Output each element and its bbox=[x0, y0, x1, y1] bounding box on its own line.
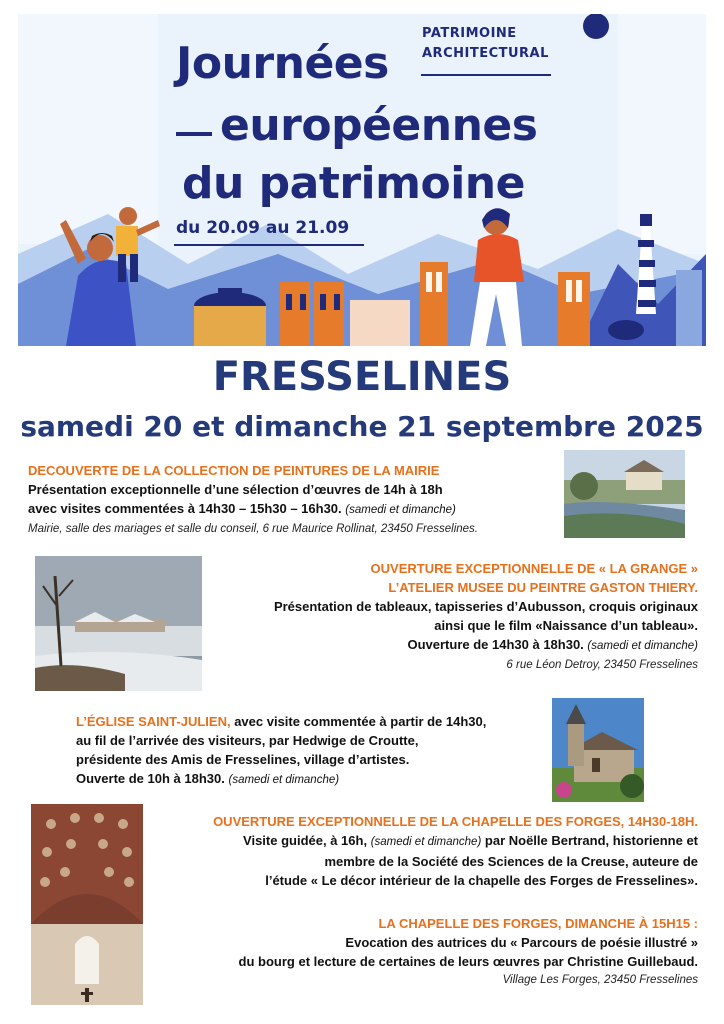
eglise-saint-julien-photo bbox=[552, 698, 644, 802]
grange-snow-painting-photo bbox=[35, 556, 202, 691]
section-eglise-heading: L’ÉGLISE SAINT-JULIEN, bbox=[76, 714, 231, 729]
dates-rule bbox=[174, 244, 364, 246]
section-mairie-heading: DECOUVERTE DE LA COLLECTION DE PEINTURES DE LA MAIRIE bbox=[28, 463, 440, 478]
section-dimanche bbox=[156, 914, 698, 990]
section-grange-line-3-text: Ouverture de 14h30 à 18h30. bbox=[407, 637, 584, 652]
banner-title-line-3: du patrimoine bbox=[182, 158, 525, 209]
section-grange-address: 6 rue Léon Detroy, 23450 Fresselines bbox=[506, 659, 698, 671]
section-eglise-line-4-text: Ouverte de 10h à 18h30. bbox=[76, 771, 225, 786]
section-chapelle-line-3: l’étude « Le décor intérieur de la chapelle des Forges de Fresselines». bbox=[265, 873, 698, 888]
section-eglise-line-3: présidente des Amis de Fresselines, village d’artistes. bbox=[76, 752, 410, 767]
section-grange bbox=[198, 559, 698, 675]
town-name: FRESSELINES bbox=[212, 354, 512, 400]
section-chapelle-heading: OUVERTURE EXCEPTIONNELLE DE LA CHAPELLE DES FORGES, 14H30-18H. bbox=[213, 814, 698, 829]
section-grange-line-1: Présentation de tableaux, tapisseries d’Aubusson, croquis originaux bbox=[273, 599, 698, 614]
section-mairie-days-note: (samedi et dimanche) bbox=[345, 504, 456, 516]
section-dimanche-heading: LA CHAPELLE DES FORGES, DIMANCHE À 15H15 : bbox=[378, 916, 698, 931]
section-eglise-line-1-text: avec visite commentée à partir de 14h30, bbox=[230, 714, 487, 729]
section-mairie-line-1: Présentation exceptionnelle d’une sélection d’œuvres de 14h à 18h bbox=[28, 482, 443, 497]
section-grange-days-note: (samedi et dimanche) bbox=[587, 640, 698, 652]
section-mairie bbox=[28, 461, 558, 539]
title-dash bbox=[176, 132, 212, 136]
section-chapelle-line-1-text-a: Visite guidée, à 16h, bbox=[243, 833, 368, 848]
event-dates-heading: samedi 20 et dimanche 21 septembre 2025 bbox=[20, 410, 704, 443]
section-chapelle-days-note: (samedi et dimanche) bbox=[370, 836, 482, 848]
section-grange-line-2: ainsi que le film «Naissance d’un tableau». bbox=[434, 618, 698, 633]
banner-category-line-2: ARCHITECTURAL bbox=[422, 46, 549, 61]
chapelle-des-forges-interior-photo bbox=[31, 804, 143, 1005]
banner-category-line-1: PATRIMOINE bbox=[422, 26, 517, 41]
mairie-painting-photo bbox=[564, 450, 685, 538]
section-chapelle-line-1-text-b: par Noëlle Bertrand, historienne et bbox=[481, 833, 698, 848]
section-chapelle-line-2: membre de la Société des Sciences de la Creuse, auteure de bbox=[324, 854, 698, 869]
section-eglise-days-note: (samedi et dimanche) bbox=[228, 774, 340, 786]
section-chapelle bbox=[156, 812, 698, 890]
category-rule bbox=[421, 74, 551, 76]
section-eglise bbox=[76, 712, 546, 790]
banner-title-line-2: européennes bbox=[220, 100, 538, 151]
section-mairie-line-2-text: avec visites commentées à 14h30 – 15h30 – 16h30. bbox=[28, 501, 342, 516]
event-banner bbox=[18, 14, 706, 346]
section-chapelle-line-1 bbox=[156, 831, 698, 852]
section-eglise-line-1 bbox=[76, 712, 546, 731]
section-grange-heading-2: L’ATELIER MUSEE DU PEINTRE GASTON THIERY. bbox=[388, 580, 698, 595]
section-dimanche-line-2: du bourg et lecture de certaines de leurs œuvres par Christine Guillebaud. bbox=[238, 954, 698, 969]
section-grange-heading-1: OUVERTURE EXCEPTIONNELLE DE « LA GRANGE » bbox=[370, 561, 698, 576]
section-mairie-address: Mairie, salle des mariages et salle du conseil, 6 rue Maurice Rollinat, 23450 Fresselines. bbox=[28, 523, 478, 535]
section-mairie-line-2 bbox=[28, 499, 558, 520]
section-dimanche-line-1: Evocation des autrices du « Parcours de poésie illustré » bbox=[345, 935, 698, 950]
section-dimanche-address: Village Les Forges, 23450 Fresselines bbox=[502, 974, 698, 986]
banner-title-line-1: Journées bbox=[176, 38, 389, 89]
section-eglise-line-2: au fil de l’arrivée des visiteurs, par Hedwige de Croutte, bbox=[76, 733, 419, 748]
banner-dates: du 20.09 au 21.09 bbox=[176, 218, 350, 238]
section-eglise-line-4 bbox=[76, 769, 546, 790]
section-grange-line-3 bbox=[198, 635, 698, 656]
